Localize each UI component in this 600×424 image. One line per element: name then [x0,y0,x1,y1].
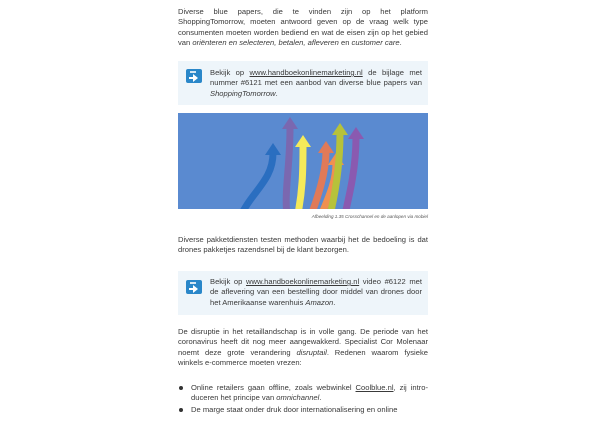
arrow-head [265,143,281,155]
paragraph-3-italic: disruptail [296,347,327,357]
figure-caption: Afbeelding 1.35 Crosschannel en de aanlopen via mobiel [311,214,428,219]
list-item-text: De marge staat onder druk door internationalisering en online [191,404,398,414]
list-item-text: Online retailers gaan offline, zoals webwinkel [191,383,356,392]
callout-2-suffix: . [333,297,336,307]
arrows-graphic [178,113,428,209]
paragraph-3-text-2: . Redenen waarom fysieke winkels e-commerce moeten vrezen: [178,347,428,368]
callout-2-text [210,277,422,308]
paragraph-2 [178,235,428,256]
list-item-text: , zij introduceren het principe van [191,383,428,403]
arrow-info-icon [186,280,202,294]
arrow-shaft [286,127,290,209]
callout-2-prefix: Bekijk op [210,277,246,286]
callout-2-link[interactable]: www.handboekonlinemarketing.nl [246,277,360,286]
callout-box-2 [178,271,428,315]
intro-italic-1: oriënteren en selecteren, betalen, afleveren [192,38,339,48]
arrow-head [282,117,298,129]
bullet-icon [179,408,183,412]
paragraph-3 [178,327,428,369]
intro-text-1: Diverse blue papers, die te vinden zijn op het platform ShoppingTomorrow, moeten antwoord geven op de vraag welk type consumenten moeten worden bediend en wat de eisen zijn op het gebied van [178,7,428,48]
figure-arrows-image [178,113,428,209]
callout-1-mid: de bijlage met nummer #6121 met een aanbod van diverse blue papers van [210,68,422,88]
list-item [178,383,428,404]
paragraph-3-text-1: De disruptie in het retaillandschap is in volle gang. De periode van het coronavirus heeft dit nog meer aangewakkerd. Specialist Cor Molenaar noemt deze grote verandering [178,327,428,357]
arrow-head [318,141,334,153]
intro-text-2: en [338,38,352,48]
intro-italic-2: customer care [351,38,400,48]
callout-1-text [210,68,422,99]
arrow-info-icon [186,69,202,83]
callout-1-prefix: Bekijk op [210,68,250,77]
reasons-list [178,383,428,416]
callout-1-suffix: . [275,88,278,98]
callout-2-mid: video #6122 met de aflevering van een bestelling door middel van drones door het Amerikaanse warenhuis [210,277,422,307]
callout-1-italic: ShoppingTomorrow [210,88,276,98]
callout-1-link[interactable]: www.handboekonlinemarketing.nl [249,68,363,77]
arrow-shaft [238,153,273,209]
arrow-head [348,127,364,139]
arrow-head [332,123,348,135]
callout-box-1 [178,61,428,105]
arrow-head [295,135,311,147]
arrow-shaft [343,137,356,209]
list-item-link[interactable]: Coolblue.nl [355,383,394,392]
callout-2-italic: Amazon [305,297,334,307]
list-item [178,405,428,415]
intro-paragraph [178,7,428,49]
intro-text-3: . [399,38,402,48]
list-item-text: . [319,393,322,403]
arrow-shaft [308,151,326,209]
bullet-icon [179,386,183,390]
paragraph-2-text: Diverse pakketdiensten testen methoden waarbij het de bedoeling is dat drones pakketjes razendsnel bij de klant bezorgen. [178,235,428,255]
arrow-shaft [296,145,303,209]
list-item-italic: omnichannel [276,393,320,403]
